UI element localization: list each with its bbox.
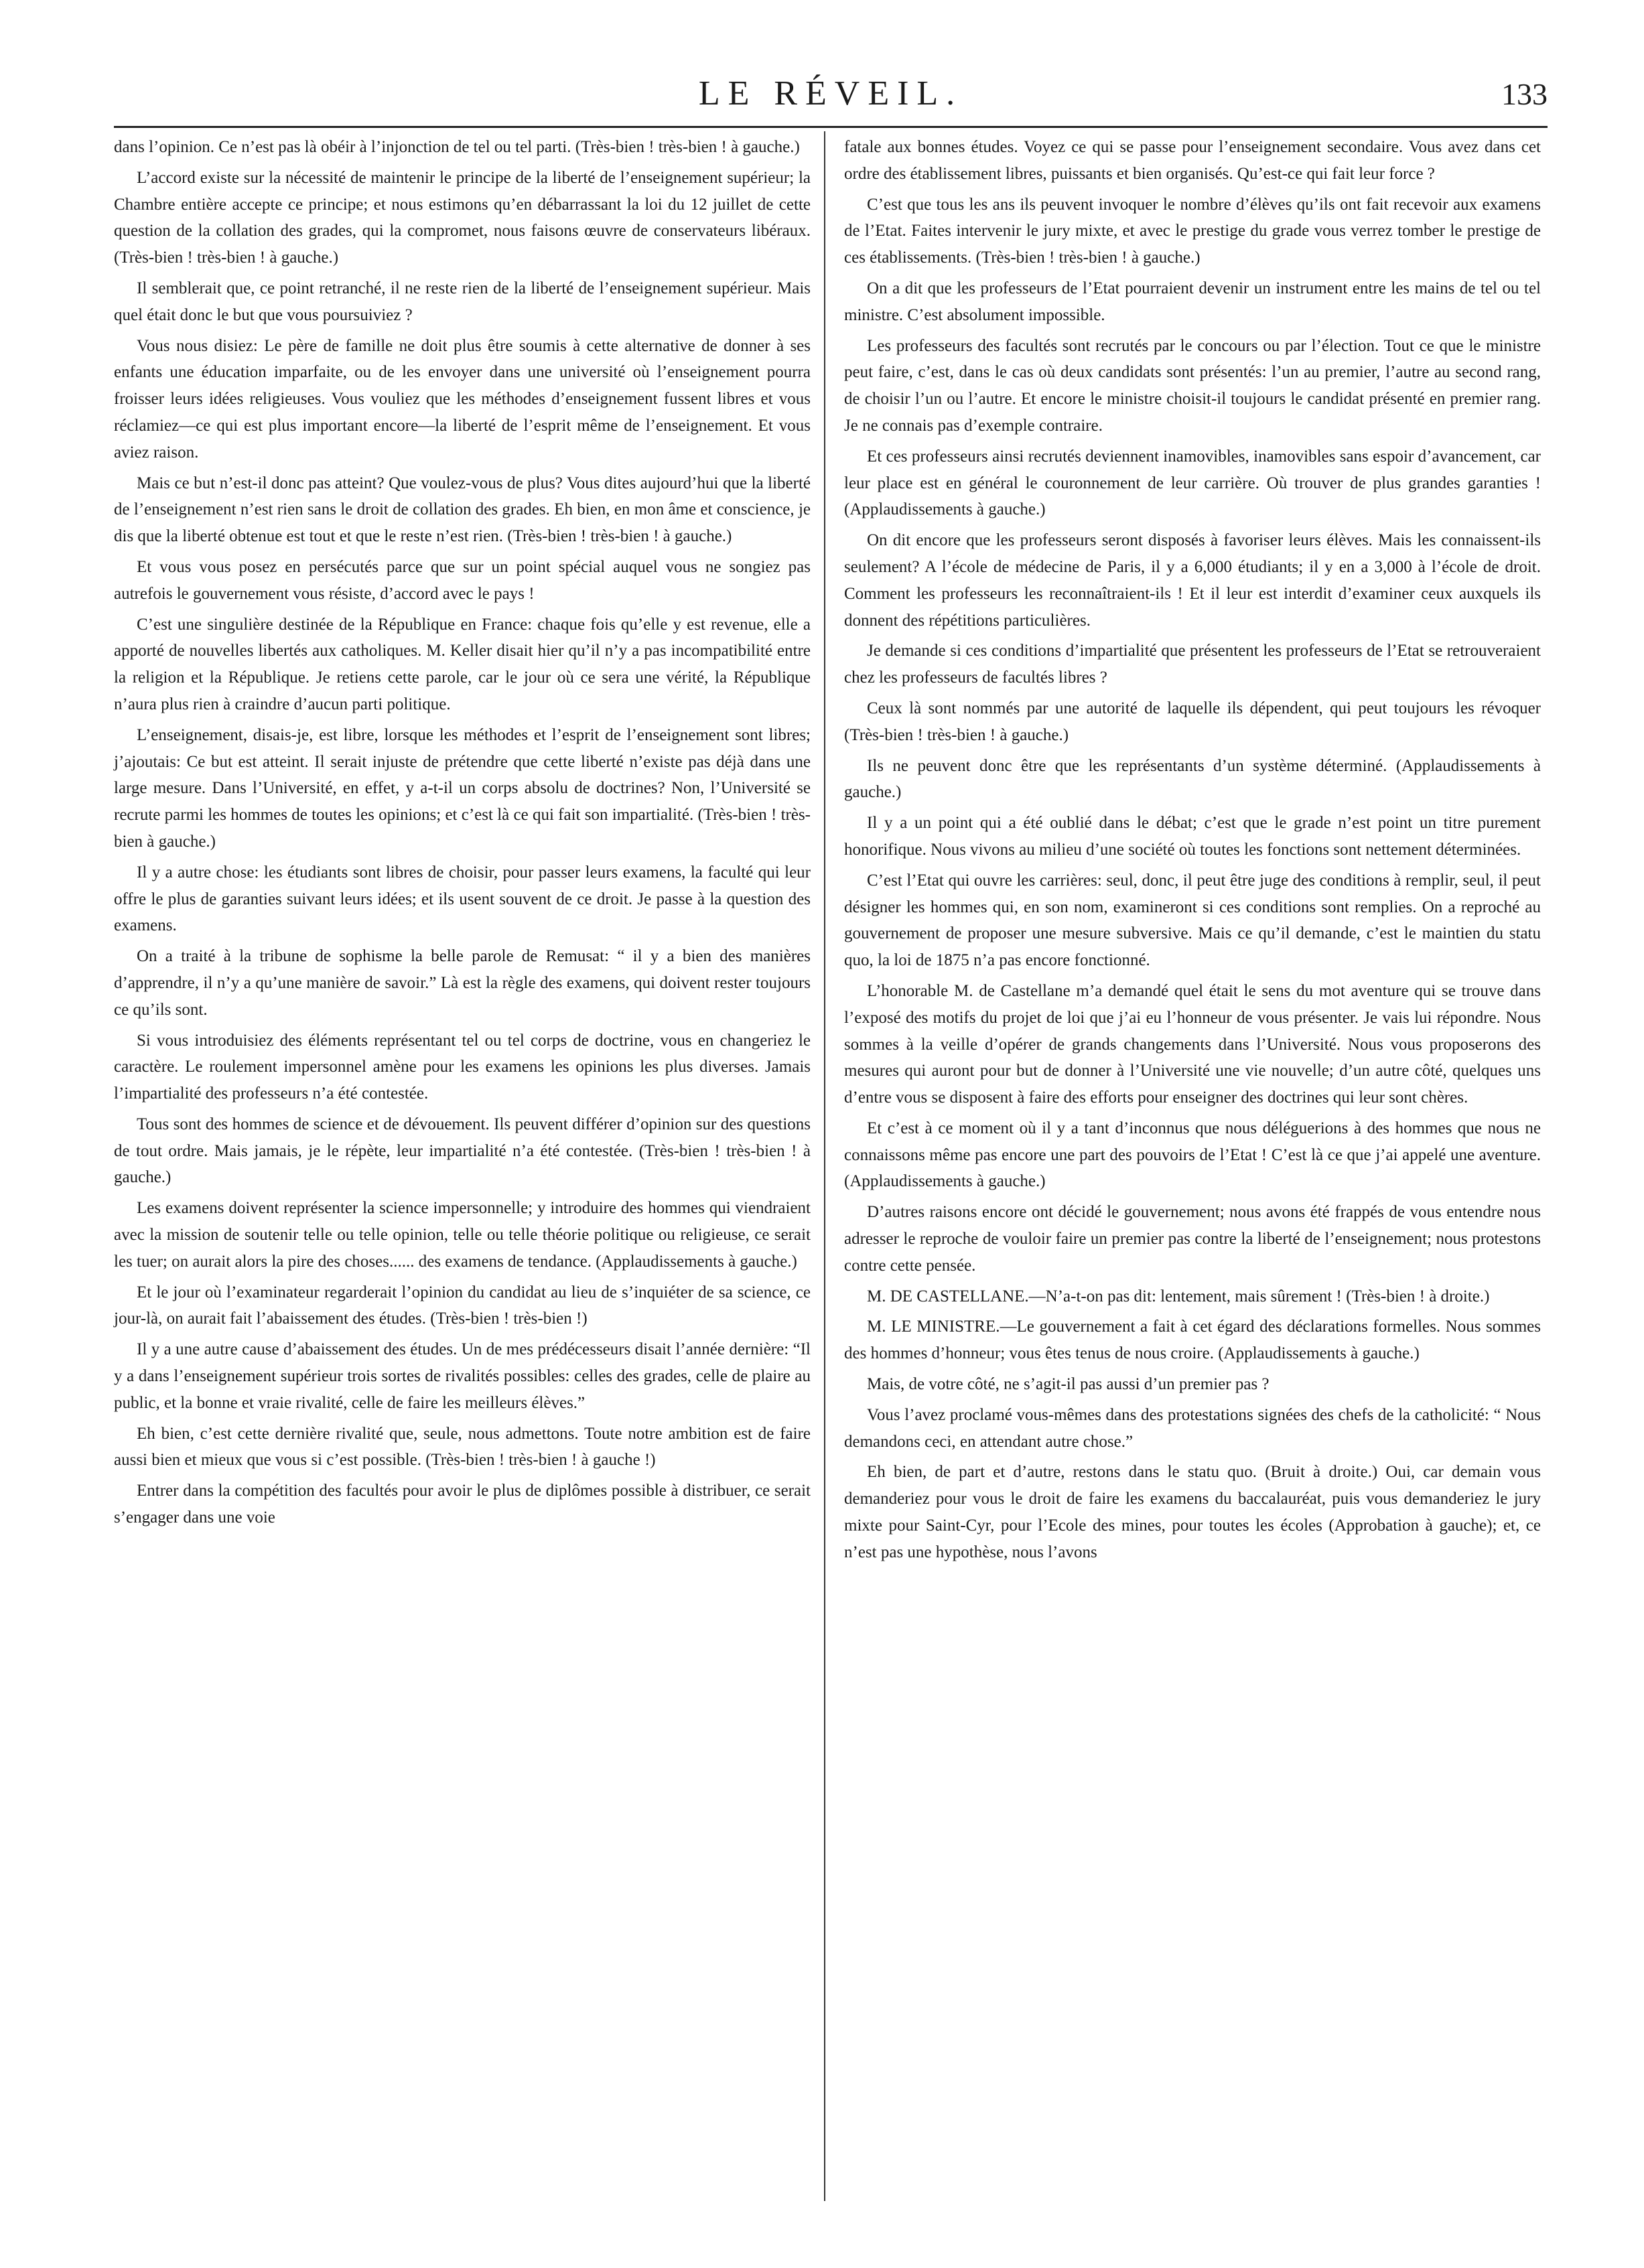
paragraph: C’est que tous les ans ils peuvent invoquer le nombre d’élèves qu’ils ont fait recevoir aux examens de l’Etat. Faites intervenir le jury mixte, et avec le prestige du grade vous verrez tomber le prestige de ces établissements. (Très-bien ! très-bien ! à gauche.) xyxy=(844,195,1541,267)
paragraph: On a dit que les professeurs de l’Etat pourraient devenir un instrument entre les mains de tel ou tel ministre. C’est absolument impossible. xyxy=(844,279,1541,324)
paragraph: Il y a une autre cause d’abaissement des études. Un de mes prédécesseurs disait l’année dernière: “Il y a dans l’enseignement supérieur trois sortes de rivalités possibles: celles des grades, celle de plaire au public, et la bonne et vraie rivalité, celle de faire les meilleurs élèves.” xyxy=(114,1340,811,1412)
paragraph: Et le jour où l’examinateur regarderait l’opinion du candidat au lieu de s’inquiéter de sa science, ce jour-là, on aurait fait l’abaissement des études. (Très-bien ! très-bien !) xyxy=(114,1283,811,1328)
paragraph: Et vous vous posez en persécutés parce que sur un point spécial auquel vous ne songiez pas autrefois le gouvernement vous résiste, d’accord avec le pays ! xyxy=(114,557,811,603)
paragraph: Eh bien, c’est cette dernière rivalité que, seule, nous admettons. Toute notre ambition est de faire aussi bien et mieux que vous si c’est possible. (Très-bien ! très-bien ! à gauche !) xyxy=(114,1424,811,1470)
paragraph: On dit encore que les professeurs seront disposés à favoriser leurs élèves. Mais les connaissent-ils seulement? A l’école de médecine de Paris, il y a 6,000 étudiants; il y en a 3,000 à l’école de droit. Comment les professeurs les reconnaîtraient-ils ! Et il leur est interdit d’examiner ceux auxquels ils donnent des répétitions particulières. xyxy=(844,531,1541,630)
paragraph: On a traité à la tribune de sophisme la belle parole de Remusat: “ il y a bien des manières d’apprendre, il n’y a qu’une manière de savoir.” Là est la règle des examens, qui doivent rester toujours ce qu’ils sont. xyxy=(114,947,811,1019)
paragraph: Il semblerait que, ce point retranché, il ne reste rien de la liberté de l’enseignement supérieur. Mais quel était donc le but que vous poursuiviez ? xyxy=(114,279,811,324)
paragraph: fatale aux bonnes études. Voyez ce qui se passe pour l’enseignement secondaire. Vous avez dans cet ordre des établissement libres, puissants et bien organisés. Qu’est-ce qui fait leur force ? xyxy=(844,138,1541,183)
paragraph: Entrer dans la compétition des facultés pour avoir le plus de diplômes possible à distribuer, ce serait s’engager dans une voie xyxy=(114,1482,811,1527)
paragraph: Les professeurs des facultés sont recrutés par le concours ou par l’élection. Tout ce que le ministre peut faire, c’est, dans le cas où deux candidats sont présentés: l’un au premier, l’autre au second rang, de choisir l’un ou l’autre. Et encore le ministre choisit-il toujours le candidat présenté en premier rang. Je ne connais pas d’exemple contraire. xyxy=(844,336,1541,435)
paragraph: Mais, de votre côté, ne s’agit-il pas aussi d’un premier pas ? xyxy=(867,1375,1270,1394)
paragraph: Vous nous disiez: Le père de famille ne doit plus être soumis à cette alternative de donner à ses enfants une éducation imparfaite, ou de les envoyer dans une université où l’enseignement pourra froisser leurs idées religieuses. Vous vouliez que les méthodes d’enseignement fussent libres et vous réclamiez—ce qui est plus important encore—la liberté de l’esprit même de l’enseignement. Et vous aviez raison. xyxy=(114,336,811,462)
paragraph: Eh bien, de part et d’autre, restons dans le statu quo. (Bruit à droite.) Oui, car demain vous demanderiez pour vous le droit de faire les examens du baccalauréat, puis vous demanderiez le jury mixte pour Saint-Cyr, pour l’Ecole des mines, pour toutes les écoles (Approbation à gauche); et, ce n’est pas une hypothèse, nous l’avons xyxy=(844,1463,1541,1561)
paragraph: Ceux là sont nommés par une autorité de laquelle ils dépendent, qui peut toujours les révoquer (Très-bien ! très-bien ! à gauche.) xyxy=(844,699,1541,744)
paragraph: L’accord existe sur la nécessité de maintenir le principe de la liberté de l’enseignement supérieur; la Chambre entière accepte ce principe; et nous estimons qu’en débarrassant la loi du 12 juillet de cette question de la collation des grades, qui la compromet, nous faisons œuvre de conservateurs libéraux. (Très-bien ! très-bien ! à gauche.) xyxy=(114,168,811,267)
left-column xyxy=(114,134,811,1535)
header-rule xyxy=(114,126,1548,128)
masthead xyxy=(114,74,1548,121)
paragraph: Ils ne peuvent donc être que les représentants d’un système déterminé. (Applaudissements à gauche.) xyxy=(844,756,1541,802)
speaker-paragraph: M. LE MINISTRE.—Le gouvernement a fait à cet égard des déclarations formelles. Nous sommes des hommes d’honneur; vous êtes tenus de nous croire. (Applaudissements à gauche.) xyxy=(844,1318,1541,1363)
newspaper-title: LE RÉVEIL. xyxy=(698,74,963,113)
paragraph: Il y a autre chose: les étudiants sont libres de choisir, pour passer leurs examens, la faculté qui leur offre le plus de garanties suivant leurs idées; et ils usent souvent de ce droit. Je passe à la question des examens. xyxy=(114,863,811,935)
right-column xyxy=(844,134,1541,1570)
paragraph: Et c’est à ce moment où il y a tant d’inconnus que nous déléguerions à des hommes que nous ne connaissons même pas encore une part des pouvoirs de l’Etat ! C’est là ce que j’ai appelé une aventure. (Applaudissements à gauche.) xyxy=(844,1119,1541,1191)
paragraph: C’est une singulière destinée de la République en France: chaque fois qu’elle y est revenue, elle a apporté de nouvelles libertés aux catholiques. M. Keller disait hier qu’il n’y a pas incompatibilité entre la religion et la République. Je retiens cette parole, car le jour où ce sera une vérité, la République n’aura plus rien à craindre d’aucun parti politique. xyxy=(114,615,811,713)
paragraph: Mais ce but n’est-il donc pas atteint? Que voulez-vous de plus? Vous dites aujourd’hui que la liberté de l’enseignement n’est rien sans le droit de collation des grades. Eh bien, en mon âme et conscience, je dis que la liberté obtenue est tout et que le reste n’est rien. (Très-bien ! très-bien ! à gauche.) xyxy=(114,474,811,546)
paragraph: Les examens doivent représenter la science impersonnelle; y introduire des hommes qui viendraient avec la mission de soutenir telle ou telle opinion, telle ou telle théorie politique ou religieuse, ce serait les tuer; on aurait alors la pire des choses...... des examens de tendance. (Applaudissements à gauche.) xyxy=(114,1199,811,1271)
paragraph: Il y a un point qui a été oublié dans le débat; c’est que le grade n’est point un titre purement honorifique. Nous vivons au milieu d’une société où toutes les fonctions sont nettement déterminées. xyxy=(844,814,1541,859)
paragraph: L’honorable M. de Castellane m’a demandé quel était le sens du mot aventure qui se trouve dans l’exposé des motifs du projet de loi que j’ai eu l’honneur de vous présenter. Je vais lui répondre. Nous sommes à la veille d’opérer de grands changements dans l’Université. Nous vous proposerons des mesures qui auront pour but de donner à l’Université une vie nouvelle; d’un autre côté, quelques uns d’entre vous se disposent à faire des efforts pour enseigner des doctrines qui leur sont chères. xyxy=(844,981,1541,1107)
paragraph: Vous l’avez proclamé vous-mêmes dans des protestations signées des chefs de la catholicité: “ Nous demandons ceci, en attendant autre chose.” xyxy=(844,1405,1541,1451)
speaker-paragraph: M. DE CASTELLANE.—N’a-t-on pas dit: lentement, mais sûrement ! (Très-bien ! à droite.) xyxy=(867,1287,1490,1305)
column-divider xyxy=(824,131,825,2201)
paragraph: Et ces professeurs ainsi recrutés deviennent inamovibles, inamovibles sans espoir d’avancement, car leur place est en général le couronnement de leur carrière. Où trouver de plus grandes garanties ! (Applaudissements à gauche.) xyxy=(844,447,1541,519)
paragraph: Si vous introduisiez des éléments représentant tel ou tel corps de doctrine, vous en changeriez le caractère. Le roulement impersonnel amène pour les examens les opinions les plus diverses. Jamais l’impartialité des professeurs n’a été contestée. xyxy=(114,1031,811,1103)
paragraph: Je demande si ces conditions d’impartialité que présentent les professeurs de l’Etat se retrouveraient chez les professeurs de facultés libres ? xyxy=(844,642,1541,687)
paragraph: D’autres raisons encore ont décidé le gouvernement; nous avons été frappés de vous entendre nous adresser le reproche de vouloir faire un premier pas contre la liberté de l’enseignement; nous protestons contre cette pensée. xyxy=(844,1203,1541,1275)
paragraph: L’enseignement, disais-je, est libre, lorsque les méthodes et l’esprit de l’enseignement sont libres; j’ajoutais: Ce but est atteint. Il serait injuste de prétendre que cette liberté n’existe pas déjà dans une large mesure. Dans l’Université, en effet, y a-t-il un corps absolu de doctrines? Non, l’Université se recrute parmi les hommes de toutes les opinions; et c’est là ce qui fait son impartialité. (Très-bien ! très-bien à gauche.) xyxy=(114,725,811,851)
page-number: 133 xyxy=(1501,77,1548,111)
paragraph: Tous sont des hommes de science et de dévouement. Ils peuvent différer d’opinion sur des questions de tout ordre. Mais jamais, je le répète, leur impartialité n’a été contestée. (Très-bien ! très-bien ! à gauche.) xyxy=(114,1115,811,1187)
paragraph: C’est l’Etat qui ouvre les carrières: seul, donc, il peut être juge des conditions à remplir, seul, il peut désigner les hommes qui, en son nom, examineront si ces conditions sont remplies. On a reproché au gouvernement de proposer une mesure subversive. Mais ce qu’il demande, c’est le maintien du statu quo, la loi de 1875 n’a pas encore fonctionné. xyxy=(844,871,1541,970)
paragraph: dans l’opinion. Ce n’est pas là obéir à l’injonction de tel ou tel parti. (Très-bien ! très-bien ! à gauche.) xyxy=(114,138,800,156)
